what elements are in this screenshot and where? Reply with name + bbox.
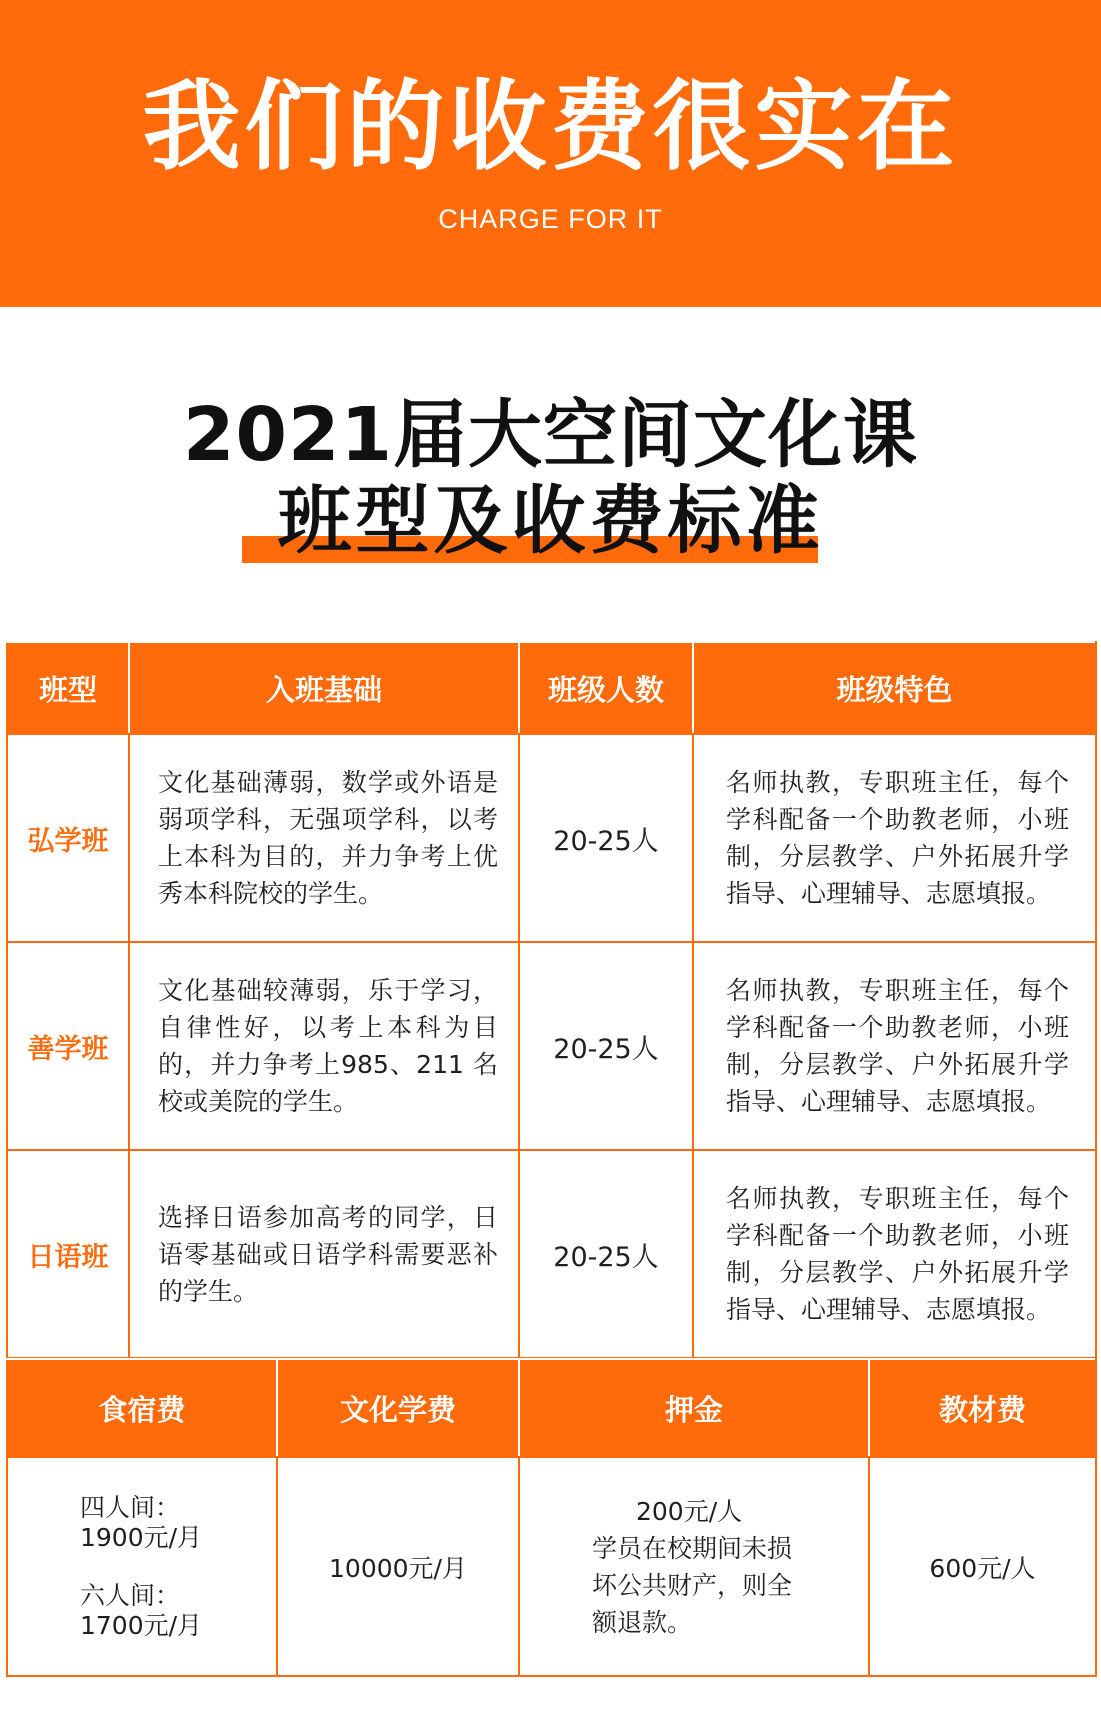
section-heading-line1: 2021届大空间文化课	[183, 392, 918, 478]
table-row	[7, 734, 1096, 942]
deposit-cell	[519, 1457, 869, 1676]
header-banner	[0, 0, 1101, 307]
section-heading-line2: 班型及收费标准	[277, 478, 824, 564]
table-row	[7, 1457, 1096, 1676]
banner-title: 我们的收费很实在	[142, 70, 959, 184]
col-header-room-board: 食宿费	[7, 1359, 277, 1457]
col-header-class-size: 班级人数	[519, 642, 693, 734]
class-table-header-row	[7, 642, 1096, 734]
tuition-cell: 10000元/月	[277, 1457, 519, 1676]
col-header-features: 班级特色	[693, 642, 1096, 734]
six-room-label: 六人间：	[80, 1580, 181, 1610]
class-requirement: 文化基础薄弱，数学或外语是弱项学科，无强项学科，以考上本科为目的，并力争考上优秀本科院校的学生。	[129, 734, 519, 942]
class-feature: 名师执教，专职班主任，每个学科配备一个助教老师，小班制，分层教学、户外拓展升学指导、心理辅导、志愿填报。	[693, 734, 1096, 942]
class-name: 日语班	[7, 1150, 129, 1358]
deposit-note-line: 学员在校期间未损	[592, 1533, 793, 1563]
materials-cell: 600元/人	[869, 1457, 1096, 1676]
col-header-requirement: 入班基础	[129, 642, 519, 734]
class-type-table	[6, 641, 1097, 1359]
col-header-class-type: 班型	[7, 642, 129, 734]
col-header-deposit: 押金	[519, 1359, 869, 1457]
col-header-materials: 教材费	[869, 1359, 1096, 1457]
room-board-cell	[7, 1457, 277, 1676]
six-room-price: 1700元/月	[80, 1610, 203, 1640]
class-name: 善学班	[7, 942, 129, 1150]
class-requirement: 选择日语参加高考的同学，日语零基础或日语学科需要恶补的学生。	[129, 1150, 519, 1358]
table-row	[7, 1150, 1096, 1358]
deposit-note-line: 额退款。	[592, 1607, 693, 1637]
four-room-label: 四人间：	[80, 1492, 181, 1522]
table-row	[7, 942, 1096, 1150]
deposit-amount: 200元/人	[636, 1496, 743, 1526]
class-size: 20-25人	[519, 1150, 693, 1358]
class-feature: 名师执教，专职班主任，每个学科配备一个助教老师，小班制，分层教学、户外拓展升学指导、心理辅导、志愿填报。	[693, 1150, 1096, 1358]
fee-table-header-row	[7, 1359, 1096, 1457]
class-feature: 名师执教，专职班主任，每个学科配备一个助教老师，小班制，分层教学、户外拓展升学指导、心理辅导、志愿填报。	[693, 942, 1096, 1150]
deposit-note-line: 坏公共财产，则全	[592, 1570, 793, 1600]
class-size: 20-25人	[519, 734, 693, 942]
banner-subtitle: CHARGE FOR IT	[438, 204, 663, 234]
four-room-price: 1900元/月	[80, 1522, 203, 1552]
class-name: 弘学班	[7, 734, 129, 942]
class-size: 20-25人	[519, 942, 693, 1150]
class-requirement: 文化基础较薄弱，乐于学习，自律性好，以考上本科为目的，并力争考上985、211 名校或美院的学生。	[129, 942, 519, 1150]
fee-table	[6, 1358, 1097, 1677]
col-header-tuition: 文化学费	[277, 1359, 519, 1457]
